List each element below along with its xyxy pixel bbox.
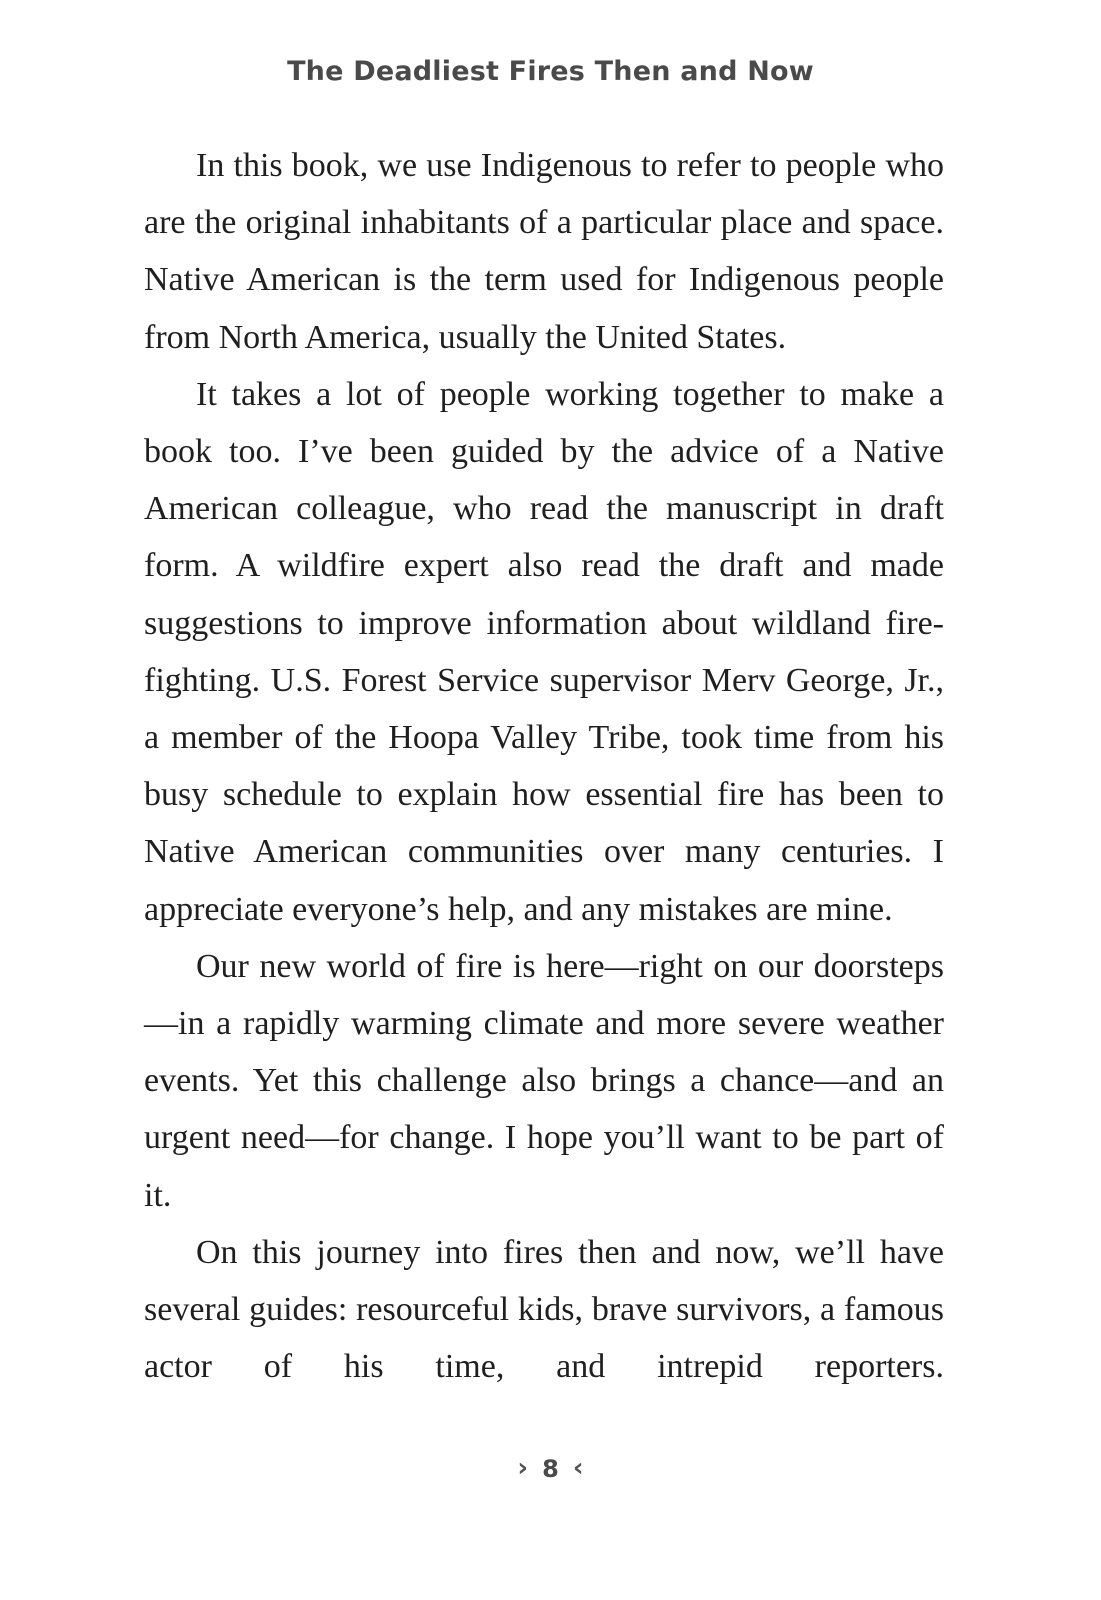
page-folio (0, 1454, 1101, 1484)
chevron-right-icon: › (517, 1453, 529, 1483)
paragraph: In this book, we use Indigenous to refer to people who are the original inhabitants of a particular place and space. Native American is the term used for Indigenous people from North America, usually the United States. (144, 147, 944, 356)
running-head: The Deadliest Fires Then and Now (287, 56, 814, 87)
paragraph: On this journey into fires then and now, we’ll have several guides: resourceful kids, brave survivors, a famous actor of his time, and intrepid reporters. (144, 1233, 944, 1386)
paragraph: It takes a lot of people working together to make a book too. I’ve been guided by the advice of a Native American colleague, who read the manuscript in draft form. A wildfire expert also read the draft and made suggestions to improve information about wildland firefighting. U.S. Forest Service supervisor Merv George, Jr., a member of the Hoopa Valley Tribe, took time from his busy schedule to explain how essential fire has been to Native American communities over many centuries. I appreciate everyone’s help, and any mistakes are mine. (144, 375, 944, 928)
page-number: 8 (542, 1455, 559, 1483)
chevron-left-icon: ‹ (572, 1453, 584, 1483)
body-text (144, 137, 944, 1395)
paragraph: Our new world of fire is here—right on our doorsteps—in a rapidly warming climate and more severe weather events. Yet this challenge also brings a chance—and an urgent need—for change. I hope you’ll want to be part of it. (144, 947, 944, 1214)
